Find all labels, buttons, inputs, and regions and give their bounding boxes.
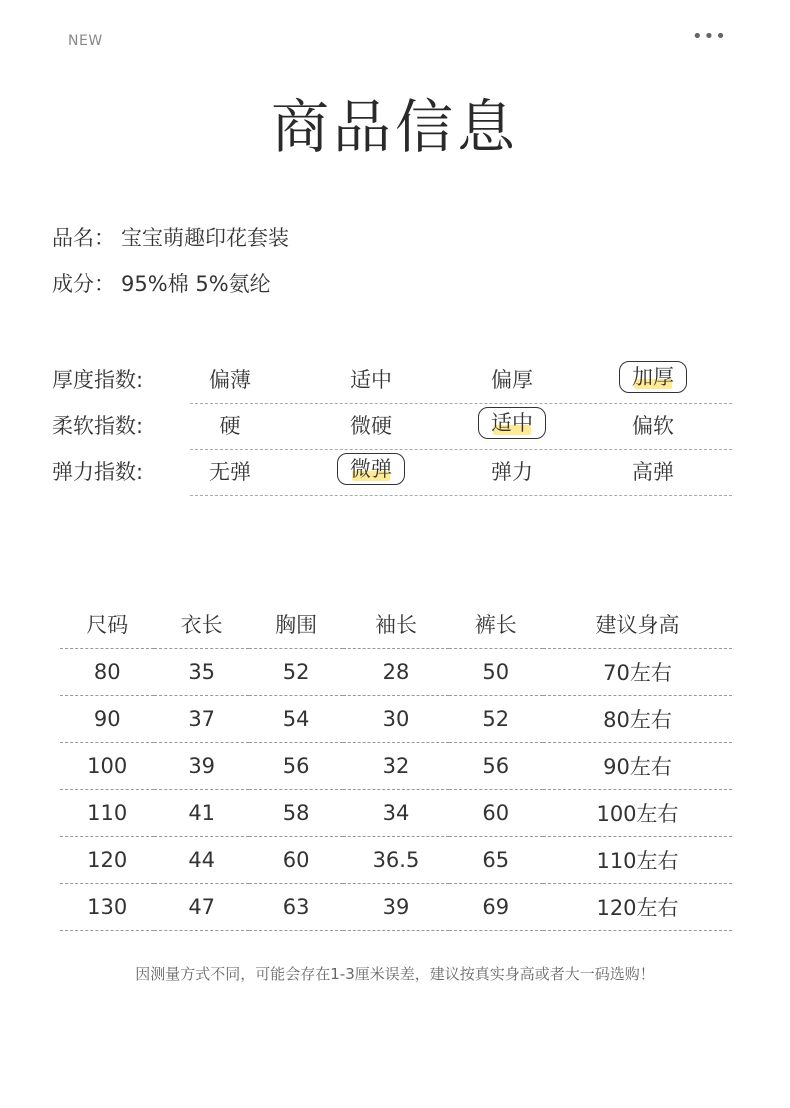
size-table-header [60, 600, 732, 649]
table-cell: 56 [482, 754, 510, 778]
table-cell: 50 [482, 660, 510, 684]
table-cell: 100左右 [596, 802, 679, 826]
table-cell: 70左右 [603, 661, 672, 685]
product-name-line [52, 222, 289, 252]
index-row [52, 358, 732, 404]
table-cell: 80 [93, 660, 121, 684]
table-row [60, 696, 732, 743]
table-cell: 52 [282, 660, 310, 684]
selected-marker [478, 407, 546, 439]
more-options-icon[interactable]: ••• [692, 26, 727, 47]
table-cell: 34 [382, 801, 410, 825]
index-option-text: 加厚 [632, 365, 674, 389]
table-row [60, 790, 732, 837]
table-cell: 32 [382, 754, 410, 778]
dashed-divider [190, 495, 732, 496]
table-cell: 60 [282, 848, 310, 872]
table-cell: 56 [282, 754, 310, 778]
material-value: 95%棉 5%氨纶 [121, 272, 271, 296]
selected-marker [337, 453, 405, 485]
product-name-label: 品名： [52, 226, 115, 250]
material-label: 成分： [52, 272, 115, 296]
table-cell: 80左右 [603, 708, 672, 732]
table-cell: 39 [188, 754, 216, 778]
column-header: 胸围 [275, 613, 318, 637]
index-option-text: 适中 [491, 411, 533, 435]
table-cell: 35 [188, 660, 216, 684]
column-header: 袖长 [374, 613, 417, 637]
table-cell: 44 [188, 848, 216, 872]
index-option: 偏薄 [209, 368, 251, 392]
index-option: 高弹 [632, 460, 674, 484]
table-cell: 110左右 [596, 849, 679, 873]
index-option: 弹力 [491, 460, 533, 484]
table-cell: 120 [87, 848, 128, 872]
index-option: 适中 [350, 368, 392, 392]
table-cell: 36.5 [372, 848, 420, 872]
measurement-note: 因测量方式不同，可能会存在1-3厘米误差，建议按真实身高或者大一码选购！ [135, 965, 655, 983]
table-row [60, 649, 732, 696]
table-row [60, 884, 732, 931]
table-row [60, 837, 732, 884]
index-label: 弹力指数: [52, 460, 144, 484]
column-header: 尺码 [86, 613, 129, 637]
table-cell: 130 [87, 895, 128, 919]
index-option-text: 微弹 [350, 457, 392, 481]
index-label: 柔软指数: [52, 414, 144, 438]
table-cell: 63 [282, 895, 310, 919]
product-name-value: 宝宝萌趣印花套装 [121, 226, 289, 250]
table-row [60, 743, 732, 790]
index-row [52, 450, 732, 496]
table-cell: 110 [87, 801, 128, 825]
index-label: 厚度指数: [52, 368, 144, 392]
index-option-selected [462, 410, 562, 439]
index-row [52, 404, 732, 450]
table-cell: 90左右 [603, 755, 672, 779]
column-header: 建议身高 [595, 613, 680, 637]
index-option: 无弹 [209, 460, 251, 484]
index-option: 偏厚 [491, 368, 533, 392]
table-cell: 30 [382, 707, 410, 731]
table-cell: 39 [382, 895, 410, 919]
table-cell: 52 [482, 707, 510, 731]
table-cell: 37 [188, 707, 216, 731]
table-cell: 60 [482, 801, 510, 825]
index-option: 硬 [219, 414, 241, 438]
material-line [52, 268, 271, 298]
selected-marker [619, 361, 687, 393]
table-cell: 100 [87, 754, 128, 778]
column-header: 衣长 [180, 613, 223, 637]
table-cell: 28 [382, 660, 410, 684]
index-option: 偏软 [632, 414, 674, 438]
table-cell: 90 [93, 707, 121, 731]
table-cell: 47 [188, 895, 216, 919]
new-tag: NEW [68, 33, 103, 49]
table-cell: 54 [282, 707, 310, 731]
table-cell: 58 [282, 801, 310, 825]
index-option: 微硬 [350, 414, 392, 438]
index-option-selected [321, 456, 421, 485]
table-cell: 69 [482, 895, 510, 919]
column-header: 裤长 [474, 613, 517, 637]
table-cell: 65 [482, 848, 510, 872]
size-table [60, 600, 732, 931]
table-cell: 41 [188, 801, 216, 825]
table-cell: 120左右 [596, 896, 679, 920]
page-title: 商品信息 [270, 93, 519, 161]
index-option-selected [603, 364, 703, 393]
